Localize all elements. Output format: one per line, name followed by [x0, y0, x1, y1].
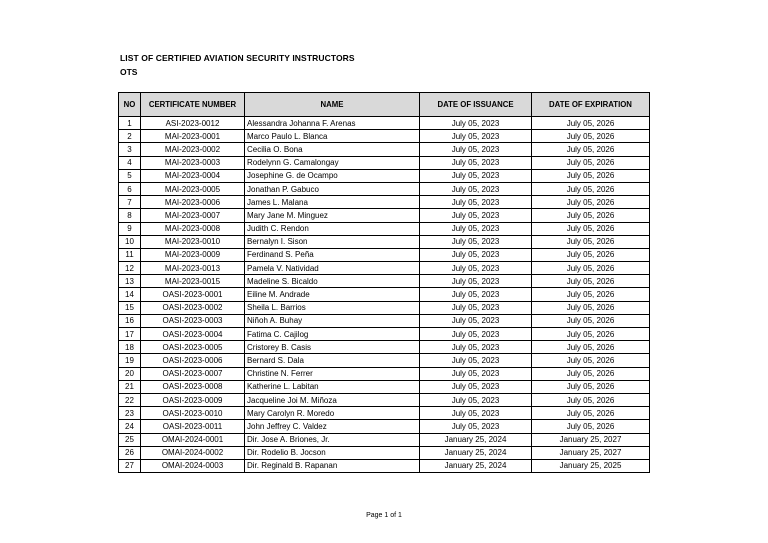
- table-row: [119, 433, 650, 446]
- cell-date-of-expiration: July 05, 2026: [532, 393, 650, 406]
- cell-date-of-issuance: July 05, 2023: [420, 301, 532, 314]
- table-row: [119, 235, 650, 248]
- table-row: [119, 407, 650, 420]
- cell-date-of-issuance: July 05, 2023: [420, 209, 532, 222]
- cell-certificate-number: OASI-2023-0004: [141, 328, 245, 341]
- cell-no: 17: [119, 328, 141, 341]
- table-row: [119, 169, 650, 182]
- cell-no: 13: [119, 275, 141, 288]
- table-row: [119, 354, 650, 367]
- instructors-table: [118, 92, 650, 473]
- cell-date-of-expiration: July 05, 2026: [532, 262, 650, 275]
- cell-name: Cristorey B. Casis: [245, 341, 420, 354]
- cell-certificate-number: OASI-2023-0008: [141, 380, 245, 393]
- cell-no: 7: [119, 196, 141, 209]
- cell-date-of-expiration: January 25, 2025: [532, 459, 650, 472]
- cell-certificate-number: OASI-2023-0011: [141, 420, 245, 433]
- cell-date-of-issuance: July 05, 2023: [420, 117, 532, 130]
- cell-date-of-issuance: July 05, 2023: [420, 407, 532, 420]
- cell-date-of-issuance: July 05, 2023: [420, 182, 532, 195]
- cell-name: John Jeffrey C. Valdez: [245, 420, 420, 433]
- cell-date-of-expiration: July 05, 2026: [532, 182, 650, 195]
- cell-certificate-number: OMAI-2024-0003: [141, 459, 245, 472]
- cell-date-of-issuance: July 05, 2023: [420, 354, 532, 367]
- cell-certificate-number: OASI-2023-0001: [141, 288, 245, 301]
- cell-certificate-number: MAI-2023-0004: [141, 169, 245, 182]
- table-row: [119, 130, 650, 143]
- table-row: [119, 196, 650, 209]
- cell-name: Bernard S. Dala: [245, 354, 420, 367]
- table-row: [119, 275, 650, 288]
- table-row: [119, 117, 650, 130]
- cell-date-of-expiration: July 05, 2026: [532, 288, 650, 301]
- page-footer: Page 1 of 1: [366, 512, 402, 519]
- cell-date-of-expiration: July 05, 2026: [532, 222, 650, 235]
- cell-date-of-issuance: July 05, 2023: [420, 130, 532, 143]
- cell-name: Pamela V. Natividad: [245, 262, 420, 275]
- cell-date-of-expiration: July 05, 2026: [532, 407, 650, 420]
- cell-certificate-number: OASI-2023-0002: [141, 301, 245, 314]
- cell-no: 10: [119, 235, 141, 248]
- cell-name: Dir. Reginald B. Rapanan: [245, 459, 420, 472]
- table-row: [119, 446, 650, 459]
- table-row: [119, 222, 650, 235]
- cell-no: 11: [119, 248, 141, 261]
- cell-no: 3: [119, 143, 141, 156]
- cell-certificate-number: MAI-2023-0002: [141, 143, 245, 156]
- cell-date-of-issuance: July 05, 2023: [420, 328, 532, 341]
- table-row: [119, 380, 650, 393]
- cell-date-of-issuance: January 25, 2024: [420, 446, 532, 459]
- cell-certificate-number: OASI-2023-0005: [141, 341, 245, 354]
- cell-date-of-expiration: July 05, 2026: [532, 117, 650, 130]
- cell-date-of-issuance: July 05, 2023: [420, 393, 532, 406]
- cell-name: Dir. Rodelio B. Jocson: [245, 446, 420, 459]
- cell-no: 18: [119, 341, 141, 354]
- column-header-date-of-issuance: DATE OF ISSUANCE: [420, 93, 532, 117]
- cell-no: 27: [119, 459, 141, 472]
- cell-date-of-expiration: July 05, 2026: [532, 209, 650, 222]
- cell-date-of-issuance: July 05, 2023: [420, 420, 532, 433]
- cell-date-of-issuance: July 05, 2023: [420, 143, 532, 156]
- cell-name: Judith C. Rendon: [245, 222, 420, 235]
- cell-date-of-issuance: January 25, 2024: [420, 459, 532, 472]
- cell-date-of-issuance: July 05, 2023: [420, 341, 532, 354]
- cell-date-of-issuance: January 25, 2024: [420, 433, 532, 446]
- cell-name: Rodelynn G. Camalongay: [245, 156, 420, 169]
- cell-date-of-expiration: July 05, 2026: [532, 354, 650, 367]
- column-header-no: NO: [119, 93, 141, 117]
- cell-name: Dir. Jose A. Briones, Jr.: [245, 433, 420, 446]
- table-row: [119, 314, 650, 327]
- cell-name: Niñoh A. Buhay: [245, 314, 420, 327]
- cell-name: Alessandra Johanna F. Arenas: [245, 117, 420, 130]
- column-header-certificate-number: CERTIFICATE NUMBER: [141, 93, 245, 117]
- cell-date-of-issuance: July 05, 2023: [420, 169, 532, 182]
- cell-date-of-expiration: July 05, 2026: [532, 301, 650, 314]
- cell-name: Jonathan P. Gabuco: [245, 182, 420, 195]
- cell-no: 26: [119, 446, 141, 459]
- cell-date-of-issuance: July 05, 2023: [420, 380, 532, 393]
- cell-name: Eiline M. Andrade: [245, 288, 420, 301]
- cell-certificate-number: MAI-2023-0010: [141, 235, 245, 248]
- cell-no: 24: [119, 420, 141, 433]
- table-row: [119, 459, 650, 472]
- cell-date-of-issuance: July 05, 2023: [420, 156, 532, 169]
- table-row: [119, 262, 650, 275]
- cell-no: 16: [119, 314, 141, 327]
- cell-date-of-issuance: July 05, 2023: [420, 235, 532, 248]
- cell-certificate-number: MAI-2023-0003: [141, 156, 245, 169]
- table-row: [119, 156, 650, 169]
- table-row: [119, 182, 650, 195]
- cell-certificate-number: OASI-2023-0009: [141, 393, 245, 406]
- cell-no: 25: [119, 433, 141, 446]
- cell-no: 6: [119, 182, 141, 195]
- table-body: [119, 117, 650, 473]
- cell-name: Marco Paulo L. Blanca: [245, 130, 420, 143]
- cell-date-of-expiration: July 05, 2026: [532, 380, 650, 393]
- cell-date-of-issuance: July 05, 2023: [420, 262, 532, 275]
- cell-no: 8: [119, 209, 141, 222]
- cell-date-of-expiration: July 05, 2026: [532, 314, 650, 327]
- document-subtitle: OTS: [120, 67, 138, 77]
- table-row: [119, 420, 650, 433]
- cell-date-of-issuance: July 05, 2023: [420, 196, 532, 209]
- cell-name: Jacqueline Joi M. Miñoza: [245, 393, 420, 406]
- cell-name: Ferdinand S. Peña: [245, 248, 420, 261]
- cell-certificate-number: OMAI-2024-0001: [141, 433, 245, 446]
- cell-date-of-expiration: July 05, 2026: [532, 341, 650, 354]
- cell-date-of-expiration: July 05, 2026: [532, 328, 650, 341]
- cell-name: Katherine L. Labitan: [245, 380, 420, 393]
- cell-date-of-expiration: July 05, 2026: [532, 235, 650, 248]
- cell-name: Sheila L. Barrios: [245, 301, 420, 314]
- cell-certificate-number: OASI-2023-0006: [141, 354, 245, 367]
- cell-date-of-issuance: July 05, 2023: [420, 314, 532, 327]
- table-row: [119, 143, 650, 156]
- cell-no: 19: [119, 354, 141, 367]
- cell-name: Mary Carolyn R. Moredo: [245, 407, 420, 420]
- table-row: [119, 328, 650, 341]
- cell-no: 5: [119, 169, 141, 182]
- cell-no: 21: [119, 380, 141, 393]
- cell-date-of-expiration: January 25, 2027: [532, 433, 650, 446]
- cell-name: Mary Jane M. Minguez: [245, 209, 420, 222]
- table-row: [119, 341, 650, 354]
- cell-date-of-issuance: July 05, 2023: [420, 275, 532, 288]
- table-header-row: [119, 93, 650, 117]
- cell-certificate-number: MAI-2023-0001: [141, 130, 245, 143]
- column-header-date-of-expiration: DATE OF EXPIRATION: [532, 93, 650, 117]
- cell-date-of-expiration: July 05, 2026: [532, 248, 650, 261]
- table-row: [119, 393, 650, 406]
- cell-no: 22: [119, 393, 141, 406]
- table-row: [119, 209, 650, 222]
- document-title: LIST OF CERTIFIED AVIATION SECURITY INSTRUCTORS: [120, 53, 355, 63]
- cell-name: Madeline S. Bicaldo: [245, 275, 420, 288]
- cell-certificate-number: OASI-2023-0010: [141, 407, 245, 420]
- cell-date-of-issuance: July 05, 2023: [420, 248, 532, 261]
- cell-certificate-number: MAI-2023-0015: [141, 275, 245, 288]
- cell-date-of-expiration: July 05, 2026: [532, 169, 650, 182]
- cell-certificate-number: MAI-2023-0006: [141, 196, 245, 209]
- cell-certificate-number: OASI-2023-0003: [141, 314, 245, 327]
- cell-certificate-number: MAI-2023-0005: [141, 182, 245, 195]
- cell-name: Cecilia O. Bona: [245, 143, 420, 156]
- table-row: [119, 248, 650, 261]
- column-header-name: NAME: [245, 93, 420, 117]
- cell-certificate-number: MAI-2023-0009: [141, 248, 245, 261]
- table-row: [119, 301, 650, 314]
- cell-no: 9: [119, 222, 141, 235]
- cell-date-of-expiration: January 25, 2027: [532, 446, 650, 459]
- cell-no: 23: [119, 407, 141, 420]
- cell-date-of-expiration: July 05, 2026: [532, 275, 650, 288]
- cell-date-of-expiration: July 05, 2026: [532, 367, 650, 380]
- cell-date-of-issuance: July 05, 2023: [420, 288, 532, 301]
- cell-name: Josephine G. de Ocampo: [245, 169, 420, 182]
- cell-certificate-number: OASI-2023-0007: [141, 367, 245, 380]
- cell-no: 4: [119, 156, 141, 169]
- cell-date-of-expiration: July 05, 2026: [532, 143, 650, 156]
- cell-name: Fatima C. Cajilog: [245, 328, 420, 341]
- cell-no: 15: [119, 301, 141, 314]
- cell-date-of-expiration: July 05, 2026: [532, 156, 650, 169]
- cell-certificate-number: ASI-2023-0012: [141, 117, 245, 130]
- cell-certificate-number: MAI-2023-0013: [141, 262, 245, 275]
- cell-no: 2: [119, 130, 141, 143]
- cell-no: 1: [119, 117, 141, 130]
- cell-no: 12: [119, 262, 141, 275]
- cell-no: 20: [119, 367, 141, 380]
- cell-date-of-issuance: July 05, 2023: [420, 367, 532, 380]
- cell-name: James L. Malana: [245, 196, 420, 209]
- cell-certificate-number: MAI-2023-0007: [141, 209, 245, 222]
- cell-certificate-number: MAI-2023-0008: [141, 222, 245, 235]
- cell-no: 14: [119, 288, 141, 301]
- cell-date-of-expiration: July 05, 2026: [532, 130, 650, 143]
- cell-name: Christine N. Ferrer: [245, 367, 420, 380]
- cell-date-of-expiration: July 05, 2026: [532, 196, 650, 209]
- cell-date-of-issuance: July 05, 2023: [420, 222, 532, 235]
- table-row: [119, 367, 650, 380]
- table-row: [119, 288, 650, 301]
- cell-date-of-expiration: July 05, 2026: [532, 420, 650, 433]
- cell-name: Bernalyn I. Sison: [245, 235, 420, 248]
- cell-certificate-number: OMAI-2024-0002: [141, 446, 245, 459]
